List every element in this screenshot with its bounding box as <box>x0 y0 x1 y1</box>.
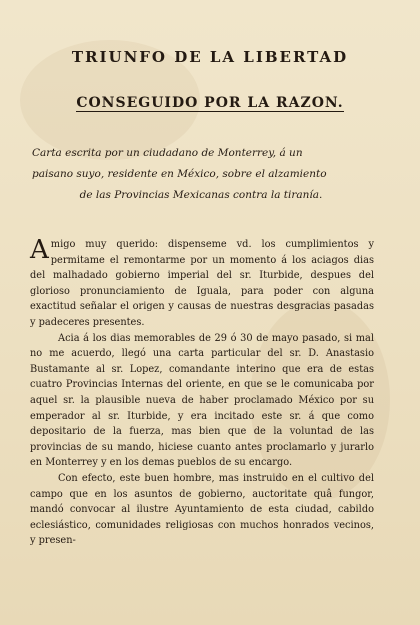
caption-line: paisano suyo, residente en México, sobre el alzamiento <box>32 168 327 180</box>
body-paragraph-text: migo muy querido: dispenseme vd. los cumplimientos y permitame el remontarme por un momento á los aciagos dias del malhadado gobierno imperial del sr. Iturbide, despues del glorioso pronunciamiento de Iguala, para poder con alguna exactitud señalar el origen y causas de nuestras desgracias pasadas y padeceres presentes. <box>30 239 374 328</box>
document-subtitle-text: CONSEGUIDO POR LA RAZON. <box>76 95 344 111</box>
body-paragraph <box>30 237 374 331</box>
document-title: TRIUNFO DE LA LIBERTAD <box>71 48 349 66</box>
document-subtitle <box>0 95 420 111</box>
caption-line: de las Provincias Mexicanas contra la tiranía. <box>79 189 323 201</box>
letter-body <box>30 237 374 549</box>
drop-cap: A <box>30 235 49 265</box>
caption-line: Carta escrita por un ciudadano de Monterrey, á un <box>32 147 303 159</box>
letter-caption <box>32 143 370 206</box>
body-paragraph: Acia á los dias memorables de 29 ó 30 de mayo pasado, si mal no me acuerdo, llegó una carta particular del sr. D. Anastasio Bustamante al sr. Lopez, comandante interino que era de estas cuatro Provincias Internas del oriente, en que se le comunicaba por aquel sr. la plausible nueva de haber proclamado México por su emperador al sr. Iturbide, y era incitado este sr. á que como depositario de la fuerza, mas bien que de la voluntad de las provincias de su mando, hiciese cuanto antes proclamarlo y jurarlo en Monterrey y en los demas pueblos de su encargo. <box>30 332 374 469</box>
body-paragraph: Con efecto, este buen hombre, mas instruido en el cultivo del campo que en los asuntos de gobierno, auctoritate quâ fungor, mandó convocar al ilustre Ayuntamiento de esta ciudad, cabildo eclesiástico, comunidades religiosas con muchos honrados vecinos, y presen- <box>30 472 374 547</box>
